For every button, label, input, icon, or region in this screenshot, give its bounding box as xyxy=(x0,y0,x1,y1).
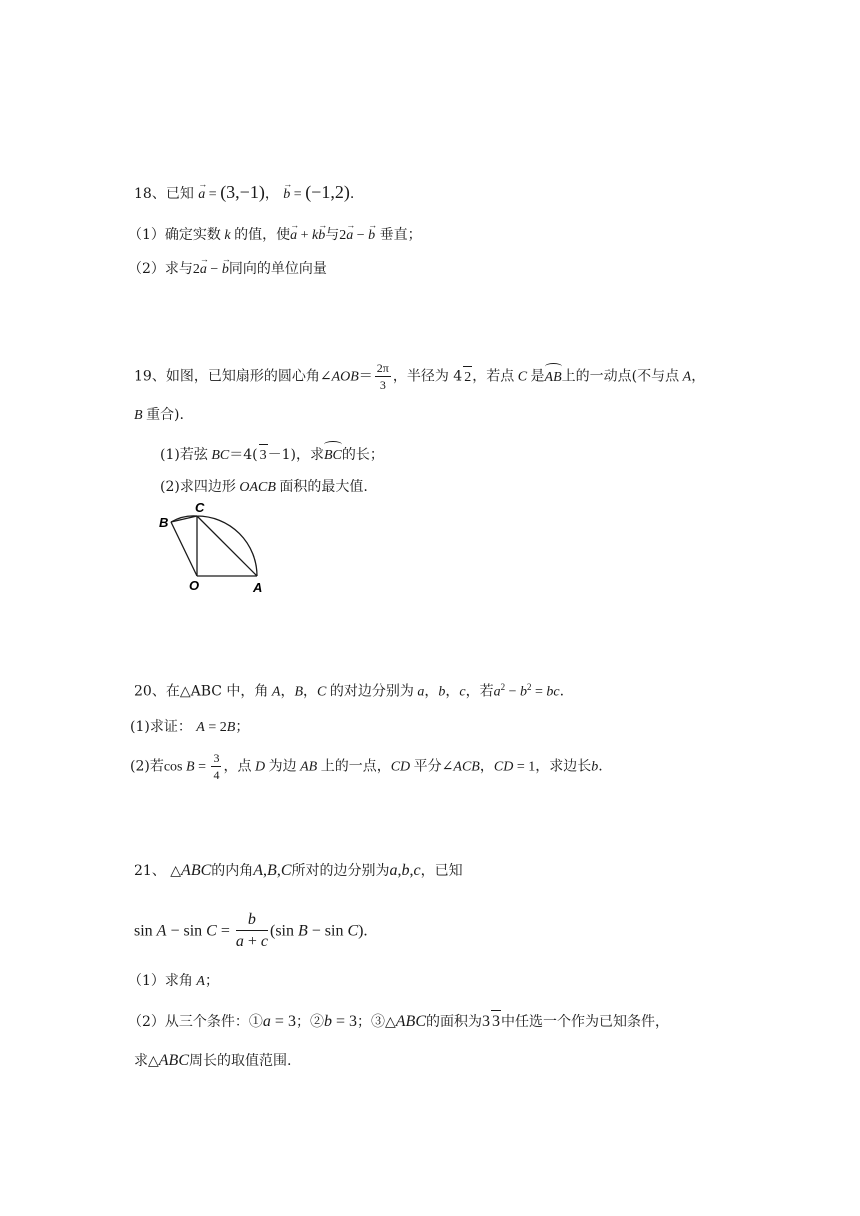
label-a: A xyxy=(253,580,263,595)
label-c: C xyxy=(195,500,205,515)
q21-part-2: （2）从三个条件：①a = 3；②b = 3；③△ABC的面积为3 3中任选一个作为已知条件， xyxy=(128,1010,669,1033)
q19-part-2: (2)求四边形 OACB 面积的最大值. xyxy=(160,479,368,495)
q18-line-1: 18、已知 → a = (3,−1)， → b = (−1,2). xyxy=(134,181,354,206)
q21-part-1: （1）求角 A； xyxy=(128,973,219,989)
q18-part-2: （2）求与2→ a − → b同向的单位向量 xyxy=(128,258,327,281)
q21-line-1: 21、 △ABC的内角A,B,C所对的边分别为a,b,c，已知 xyxy=(134,862,463,879)
fraction-3-4: $\frac{3}{4}$ xyxy=(213,751,220,782)
q19-part-1: (1)若弦 BC＝4( 3－1)，求BC的长； xyxy=(160,444,384,467)
q21-number: 21、 xyxy=(134,863,166,879)
sector-figure xyxy=(155,500,275,596)
q18-number: 18、 xyxy=(134,186,166,202)
q21-equation: sin A − sin C = $\frac{b}{a + c}$ (sin B − sin C). xyxy=(134,911,368,950)
vector-b-value: (−1,2) xyxy=(305,182,350,202)
q19-line-1: 19、如图，已知扇形的圆心角∠AOB＝ $\frac{2\pi}{3}$ ，半径为 4 2，若点 C 是AB上的一动点(不与点 A， xyxy=(134,361,706,392)
q21-part-2-cont: 求△ABC周长的取值范围. xyxy=(134,1052,292,1069)
q19-number: 19、 xyxy=(134,368,166,385)
segment-ob xyxy=(171,522,197,576)
q18-part-1: （1）确定实数 k 的值，使→ a + k→ b与2→ a − → b 垂直； xyxy=(128,224,422,247)
sector-arc xyxy=(171,516,257,576)
label-o: O xyxy=(189,578,200,593)
vector-a-value: (3,−1) xyxy=(220,182,265,202)
fraction-2pi-3: $\frac{2\pi}{3}$ xyxy=(376,361,389,392)
segment-ca xyxy=(197,516,257,576)
q20-part-2: (2)若cos B = $\frac{3}{4}$ ，点 D 为边 AB 上的一点，CD 平分∠ACB，CD = 1，求边长b. xyxy=(130,751,603,782)
q20-part-1: (1)求证： A = 2B； xyxy=(130,719,250,735)
label-b: B xyxy=(159,515,169,530)
q20-line-1: 20、在△ABC 中，角 A，B，C 的对边分别为 a，b，c，若$a^2 - b^2$ = bc. xyxy=(134,682,565,700)
q20-number: 20、 xyxy=(134,683,166,700)
fraction-b-over-a-plus-c: $\frac{b}{a + c}$ xyxy=(235,911,268,950)
q19-line-2: B 重合). xyxy=(134,407,184,423)
